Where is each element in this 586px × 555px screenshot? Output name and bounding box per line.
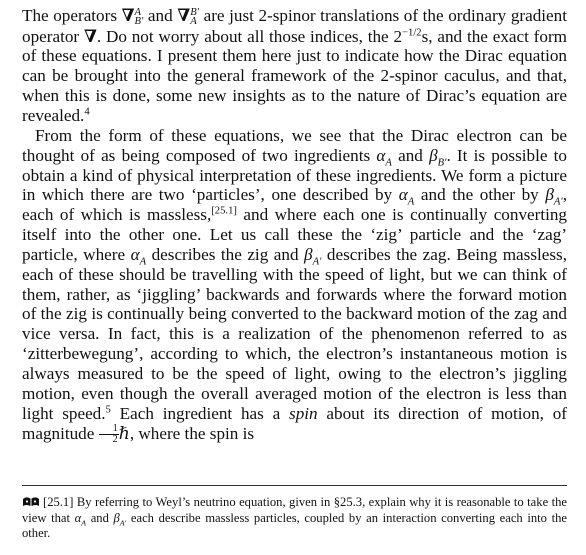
hbar-symbol: ℏ [118, 423, 130, 443]
superscript-index: A [134, 6, 142, 18]
footnote-exercise [22, 495, 567, 542]
page-body [22, 6, 567, 445]
subscript-index: B′ [134, 16, 144, 28]
exercise-reference[interactable]: [25.1] [211, 205, 237, 217]
text-run: Each ingredient has a [110, 403, 290, 423]
text-run: The operators [22, 6, 122, 25]
footnote-marker[interactable]: 4 [84, 106, 90, 118]
beta-symbol: β [304, 244, 313, 264]
fraction-half [99, 424, 119, 446]
emphasis-spin: spin [289, 403, 318, 423]
footnote-divider [22, 485, 567, 486]
alpha-symbol: α [376, 145, 386, 165]
fraction-numerator: 1 [99, 424, 119, 435]
subscript-index: A′ [119, 518, 127, 528]
subscript-index: A [190, 16, 197, 28]
subscript-index: A′ [553, 196, 563, 208]
beta-symbol: β [429, 145, 438, 165]
text-run: . Do not worry about all those indices, the 2 [96, 26, 403, 46]
superscript-index: B′ [190, 6, 200, 18]
exercise-icon [22, 496, 40, 507]
text-run: and [86, 510, 114, 525]
text-run: . It is possible to obtain a kind of physical interpretation of these ingredients. We form a picture in which there are two ‘particles’, one described by [22, 145, 567, 205]
paragraph-1 [22, 6, 567, 126]
footnote-marker[interactable]: 5 [105, 403, 111, 415]
subscript-index: A′ [312, 256, 322, 268]
subscript-index: A [81, 518, 87, 528]
subscript-index: A [407, 196, 415, 208]
paragraph-2 [22, 126, 567, 446]
nabla-symbol: ∇ [83, 26, 97, 46]
alpha-symbol: α [398, 185, 408, 205]
beta-symbol: β [113, 510, 120, 525]
index-stack [190, 8, 199, 27]
beta-symbol: β [545, 185, 554, 205]
text-run: describes the zag. Being massless, each of these should be travelling with the speed of light, but we can think of them, rather, as ‘jiggling’ backwards and forwards where the forward motion of the zig is continually being converted to the backward motion of the zag and vice versa. In fact, this is a realization of the phenomenon referred to as ‘zitterbewegung’, according to which, the electron’s instantaneous motion is always measured to be the speed of light, owing to the electron’s jiggling motion, even though the overall averaged motion of the electron is less than light speed. [22, 244, 567, 423]
nabla-symbol: ∇ [121, 6, 135, 25]
text-run: , where the spin is [129, 423, 255, 443]
text-run: each describe massless particles, coupled by an interaction converting each into the other. [22, 510, 567, 540]
text-run: , each of which is massless, [22, 185, 567, 225]
text-run: and where each one is continually converting itself into the other one. Let us call these the ‘zig’ particle and the ‘zag’ particle, where [22, 205, 567, 264]
subscript-index: A [139, 256, 147, 268]
text-run: about its direction of motion, of magnitude [22, 403, 567, 443]
text-run: and [391, 145, 430, 165]
fraction-denominator: 2 [112, 434, 118, 446]
text-run: and the other by [414, 185, 546, 205]
subscript-index: B′ [437, 157, 447, 169]
text-run: are just 2-spinor translations of the ordinary gradient operator [22, 6, 568, 46]
text-run: s, and the exact form of these equations. I present them here just to indicate how the Dirac equation can be brought into the general framework of the 2-spinor caculus, and that, when this is done, some new insights as to the nature of Dirac’s equation are revealed. [22, 26, 568, 125]
subscript-index: A [385, 157, 392, 169]
text-run: From the form of these equations, we see that the Dirac electron can be thought of as being composed of two ingredients [22, 125, 567, 165]
text-run: [25.1] By referring to Weyl’s neutrino equation, given in §25.3, explain why it is reasonable to take the view that [22, 495, 567, 525]
exponent: −1/2 [402, 26, 422, 38]
alpha-symbol: α [130, 244, 140, 264]
alpha-symbol: α [74, 510, 82, 525]
nabla-symbol: ∇ [177, 6, 191, 25]
text-run: describes the zig and [146, 244, 305, 264]
text-run: and [143, 6, 178, 25]
